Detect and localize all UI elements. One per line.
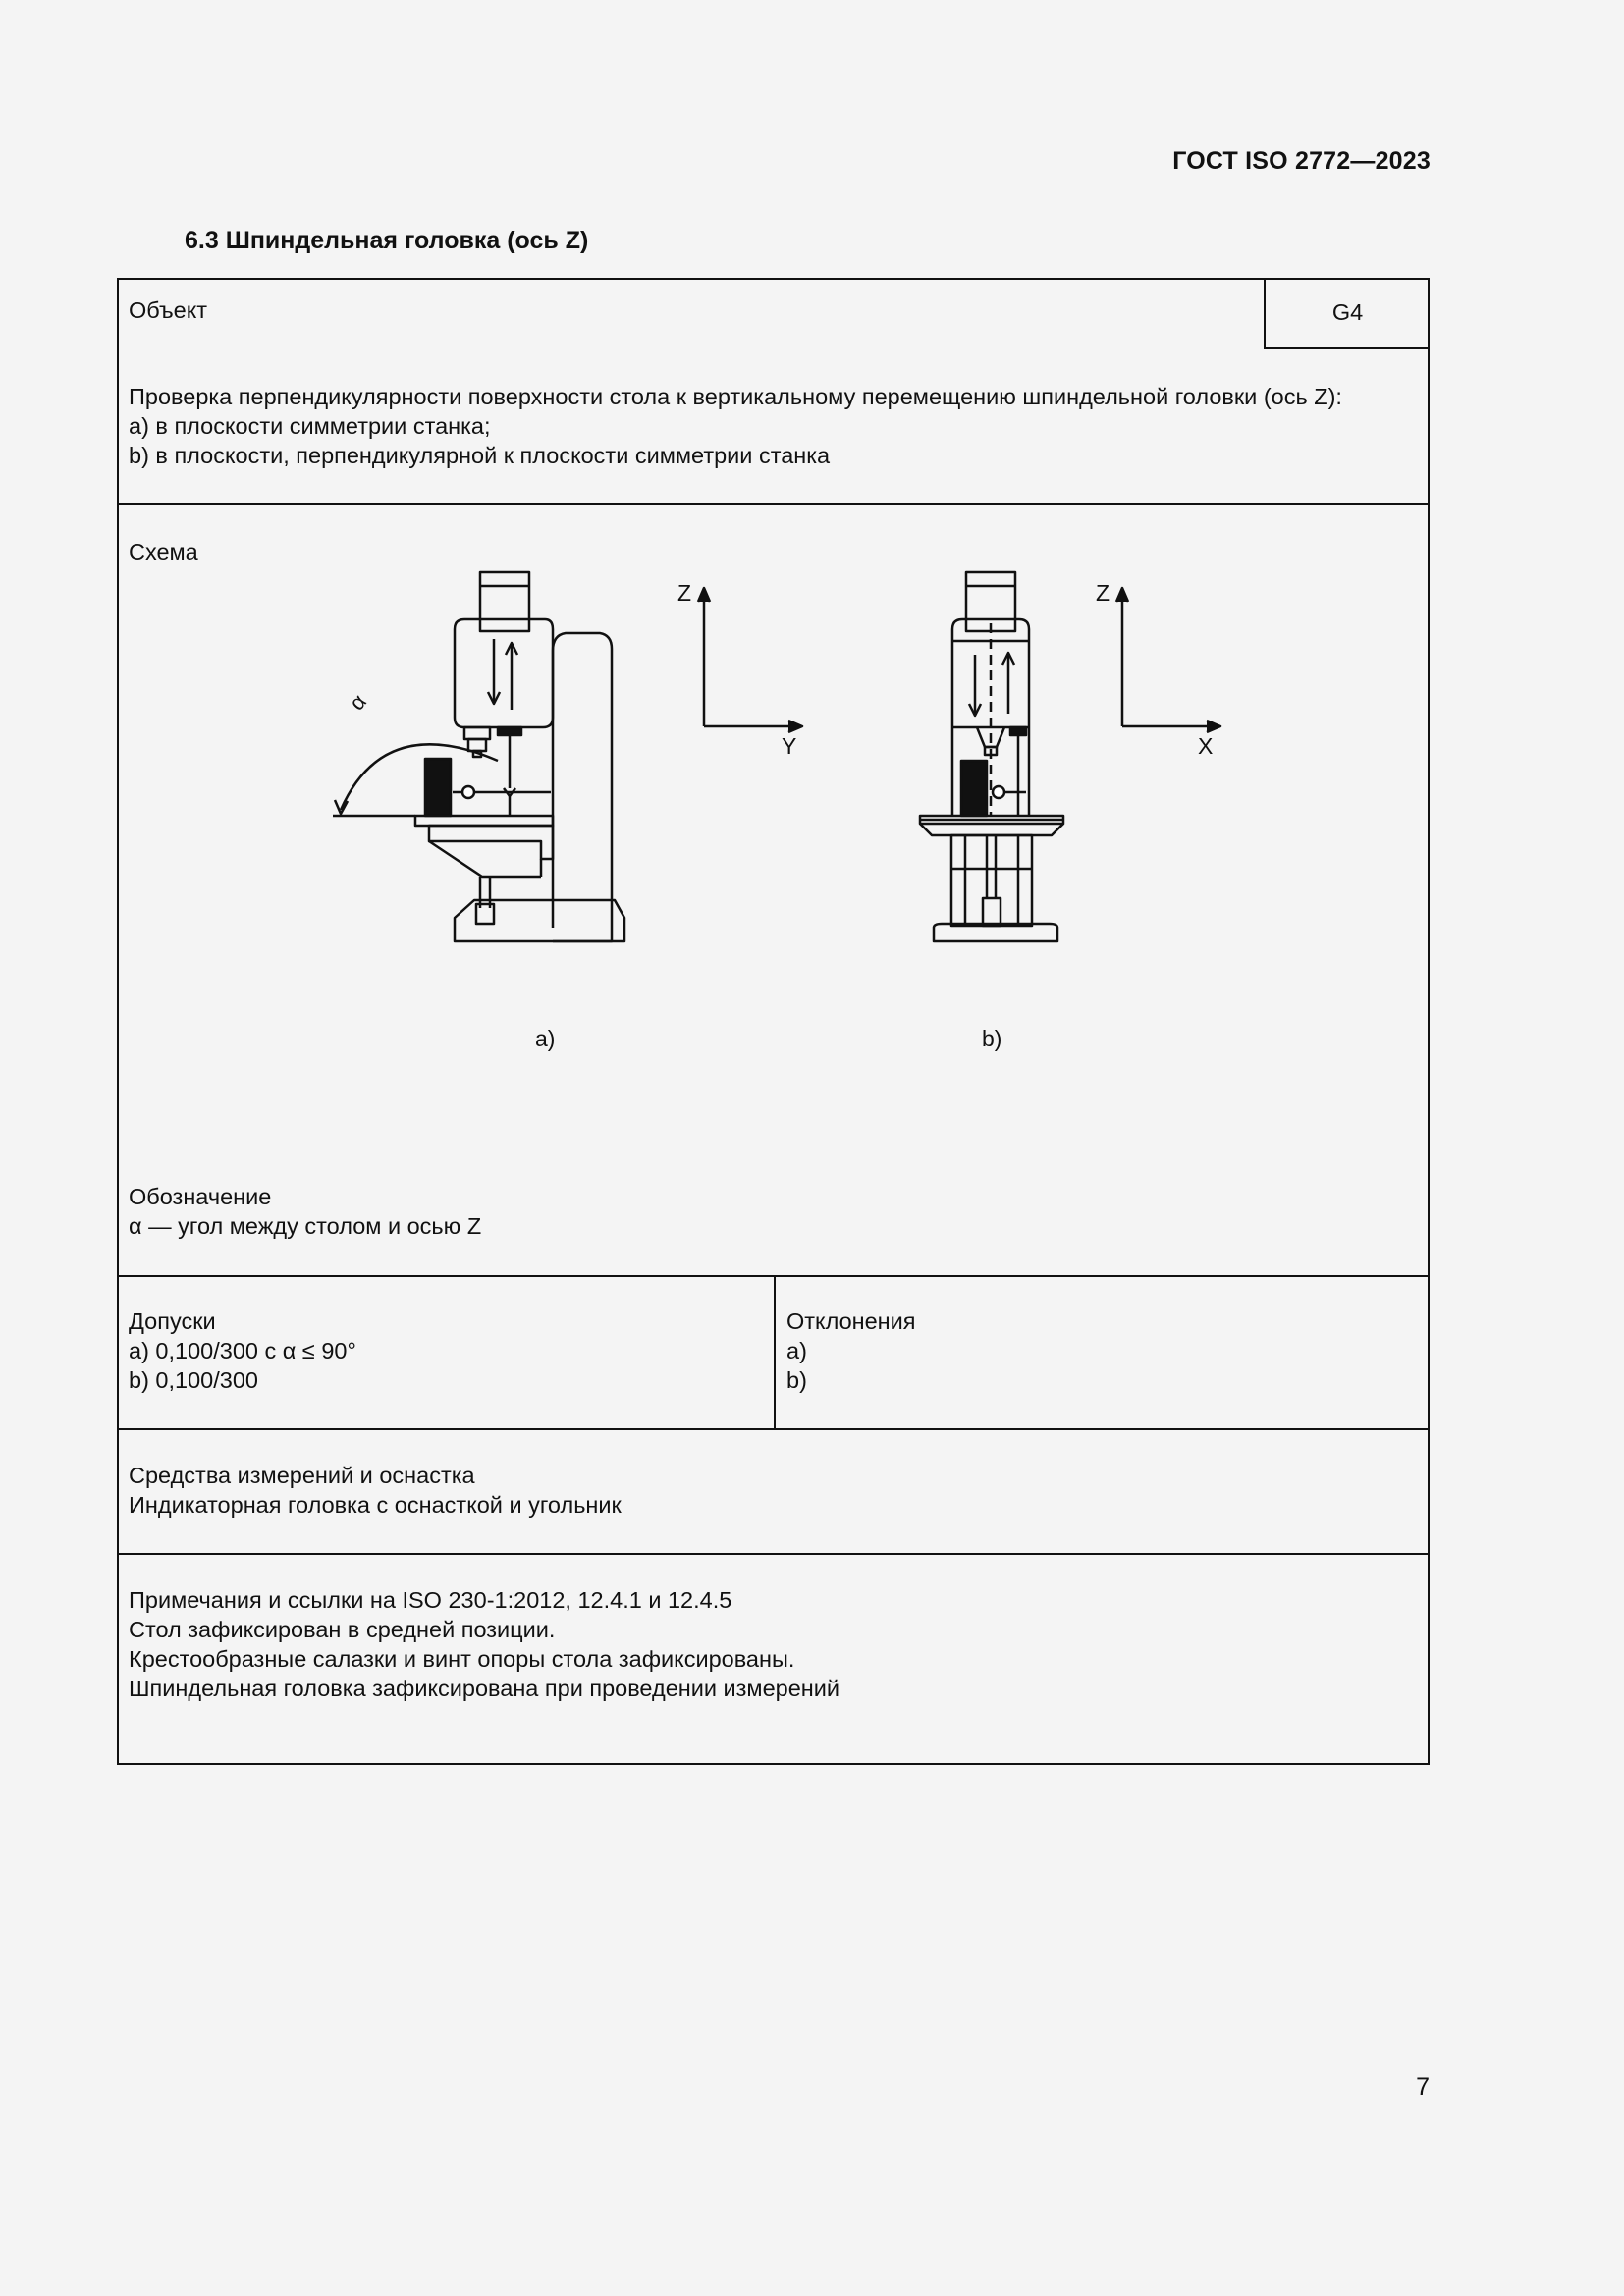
axis-z-label-a: Z <box>677 580 692 606</box>
tolerances <box>129 1307 356 1395</box>
description-a: a) в плоскости симметрии станка; <box>129 413 491 439</box>
divider <box>119 1553 1428 1555</box>
description-b: b) в плоскости, перпендикулярной к плоскости симметрии станка <box>129 443 831 468</box>
section-title: 6.3 Шпиндельная головка (ось Z) <box>185 227 589 254</box>
schema-label: Схема <box>129 539 198 564</box>
machine-front-view <box>920 572 1063 941</box>
test-code: G4 <box>1264 278 1430 349</box>
deviations <box>786 1307 916 1395</box>
deviation-a: a) <box>786 1338 807 1363</box>
caption-b: b) <box>982 1026 1002 1051</box>
tolerances-title: Допуски <box>129 1308 216 1334</box>
caption-a: a) <box>535 1026 556 1051</box>
notes-title: Примечания и ссылки на ISO 230-1:2012, 12.4.1 и 12.4.5 <box>129 1587 732 1613</box>
instruments-value: Индикаторная головка с оснасткой и угольник <box>129 1492 622 1518</box>
legend-alpha: α — угол между столом и осью Z <box>129 1213 482 1239</box>
divider <box>119 503 1428 505</box>
divider <box>119 1428 1428 1430</box>
instruments-title: Средства измерений и оснастка <box>129 1463 475 1488</box>
axes-zx <box>1116 588 1220 732</box>
note-line: Шпиндельная головка зафиксирована при проведении измерений <box>129 1676 840 1701</box>
test-table <box>117 278 1430 1765</box>
legend-title: Обозначение <box>129 1184 272 1209</box>
schema-drawing <box>119 564 1428 1232</box>
axes-zy <box>698 588 802 732</box>
machine-side-view <box>333 572 624 941</box>
page-number: 7 <box>1416 2073 1430 2101</box>
tolerance-b: b) 0,100/300 <box>129 1367 258 1393</box>
standard-header: ГОСТ ISO 2772—2023 <box>1172 147 1431 175</box>
description-main: Проверка перпендикулярности поверхности стола к вертикальному перемещению шпиндельной головки (ось Z): <box>129 384 1342 409</box>
note-line: Стол зафиксирован в средней позиции. <box>129 1617 556 1642</box>
note-line: Крестообразные салазки и винт опоры стола зафиксированы. <box>129 1646 795 1672</box>
legend <box>129 1182 481 1241</box>
deviation-b: b) <box>786 1367 807 1393</box>
column-divider <box>774 1275 776 1428</box>
object-label: Объект <box>129 297 208 323</box>
axis-x-label: X <box>1198 733 1214 759</box>
axis-y-label: Y <box>782 733 797 759</box>
deviations-title: Отклонения <box>786 1308 916 1334</box>
tolerance-a: a) 0,100/300 с α ≤ 90° <box>129 1338 356 1363</box>
notes <box>129 1585 839 1703</box>
instruments <box>129 1461 622 1520</box>
test-description <box>129 382 1342 470</box>
axis-z-label-b: Z <box>1096 580 1110 606</box>
alpha-label: α <box>344 689 372 716</box>
